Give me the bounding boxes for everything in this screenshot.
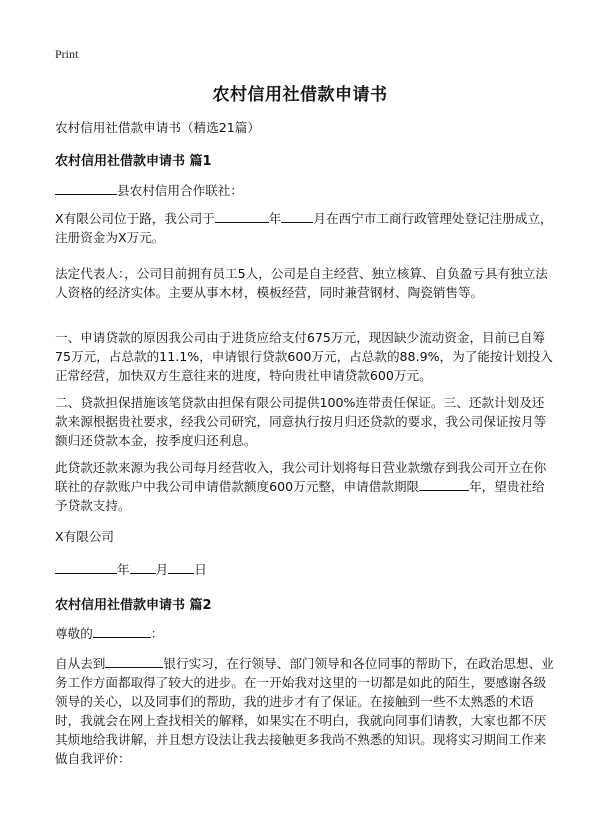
addressee-line	[55, 181, 555, 200]
internship-text-b: 银行实习，在行领导、部门领导和各位同事的帮助下，在政治思想、业务工作方面都取得了较大的进步。在一开始我对这里的一切都是如此的陌生，要感谢各级领导的关心，以及同事们的帮助，我的进步才有了保证。在接触到一些不太熟悉的术语时，我就会在网上查找相关的解释，如果实在不明白，我就向同事们请教，大家也都不厌其烦地给我讲解，并且想方设法让我去接触更多我尚不熟悉的知识。现将实习期间工作来做自我评价：	[55, 656, 554, 766]
blank-date-month	[130, 560, 156, 574]
blank-month	[281, 209, 313, 223]
blank-term	[419, 477, 469, 491]
intro-text-a: X有限公司位于路，我公司于	[55, 211, 215, 226]
blank-date-day	[168, 560, 194, 574]
section-2-heading: 农村信用社借款申请书 篇2	[55, 598, 212, 613]
paragraph-legal-rep: 法定代表人：，公司目前拥有员工5人，公司是自主经营、独立核算、自负盈亏具有独立法人资格的经济实体。主要从事木材，模板经营，同时兼营钢材、陶瓷销售等。	[55, 266, 548, 300]
date-month-label: 月	[155, 562, 169, 577]
paragraph-internship	[55, 654, 555, 768]
salutation-text: 尊敬的	[55, 626, 93, 641]
date-year-label: 年	[117, 562, 130, 577]
paragraph-guarantee: 二、贷款担保措施该笔贷款由担保有限公司提供100%连带责任保证。三、还款计划及还款来源根据贵社要求，经我公司研究，同意执行按月归还贷款的要求，我公司保证按月等额归还贷款本金，按季度归还利息。	[55, 395, 547, 448]
paragraph-loan-reason: 一、申请贷款的原因我公司由于进货应给支付675万元，现因缺少流动资金，目前已自筹75万元，占总款的11.1%，申请银行贷款600万元，占总款的88.9%，为了能按计划投入正常经营，加快双方生意往来的进度，特向贵社申请贷款600万元。	[55, 330, 553, 383]
section-1-heading: 农村信用社借款申请书 篇1	[55, 154, 212, 169]
page-title: 农村信用社借款申请书	[212, 85, 388, 105]
intro-text-b: 年	[268, 211, 282, 226]
blank-date-year	[55, 560, 117, 574]
date-day-label: 日	[194, 562, 207, 577]
salutation-colon: ：	[150, 626, 164, 641]
signature-company: X有限公司	[55, 529, 115, 544]
salutation-line	[55, 624, 555, 643]
blank-year	[215, 209, 269, 223]
internship-text-a: 自从去到	[55, 656, 106, 671]
repayment-text-b: 年，望贵社给予贷款支持。	[55, 479, 545, 513]
signature-date	[55, 560, 555, 579]
addressee-text: 县农村信用合作联社：	[117, 183, 243, 198]
blank-county	[55, 181, 117, 195]
document-subtitle: 农村信用社借款申请书（精选21篇）	[55, 120, 260, 135]
repayment-text-a: 此贷款还款来源为我公司每月经营收入，我公司计划将每日营业款缴存到我公司开立在你联社的存款账户中我公司申请借款额度600万元整，申请借款期限	[55, 460, 547, 494]
paragraph-company-intro	[55, 209, 555, 247]
intro-text-c: 月在西宁市工商行政管理处登记注册成立，注册资金为X万元。	[55, 211, 553, 245]
print-link[interactable]: Print	[55, 47, 79, 61]
blank-recipient	[93, 624, 151, 638]
blank-bank	[105, 654, 163, 668]
paragraph-repayment	[55, 458, 555, 515]
